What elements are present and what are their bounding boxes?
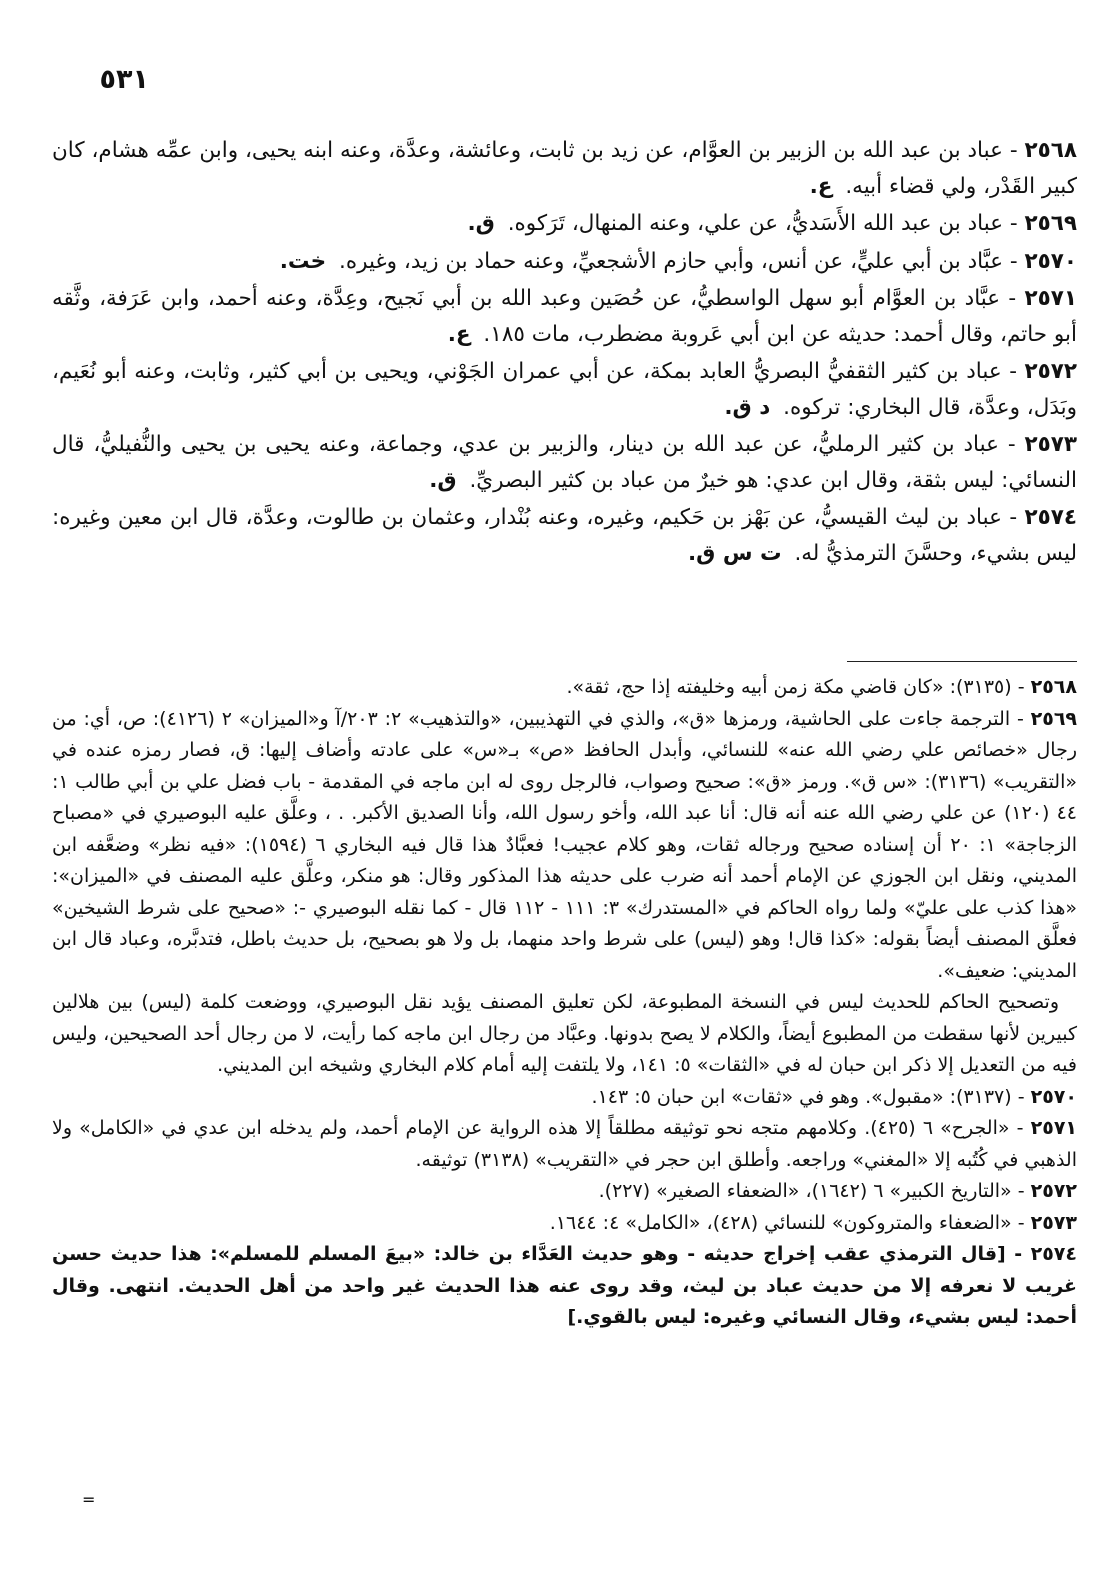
entry-text: عباد بن ليث القيسيُّ، عن بَهْز بن حَكيم، وغيره، وعنه بُنْدار، وعثمان بن طالوت، وعدَّة، قال ابن معين وغيره: ليس بشيء، وحسَّنَ الترمذيُّ له.: [52, 505, 1077, 566]
entry-text: عبَّاد بن أبي عليٍّ، عن أنس، وأبي حازم الأشجعيِّ، وعنه حماد بن زيد، وغيره.: [338, 248, 1004, 274]
footnote-2574: ٢٥٧٤ - [قال الترمذي عقب إخراج حديثه - وهو حديث العَدَّاء بن خالد: «بيعَ المسلم للمسلم»: هذا حديث حسن غريب لا نعرفه إلا من حديث عباد بن ليث، وقد روى عنه هذا الحديث غير واحد من أهل الحديث. انتهى. وقال أحمد: ليس بشيء، وقال النسائي وغيره: ليس بالقوي.]: [52, 1243, 1077, 1328]
entry-number: ٢٥٦٨: [1024, 138, 1077, 163]
entry-text: عباد بن كثير الثقفيُّ البصريُّ العابد بمكة، عن أبي عمران الجَوْني، ويحيى بن أبي كثير، وثابت، وعنه أبو نُعَيم، وبَدَل، وعدَّة، قال البخاري: تركوه.: [52, 359, 1077, 420]
entry-text: عبَّاد بن العوَّام أبو سهل الواسطيُّ، عن حُصَين وعبد الله بن أبي نَجيح، وعِدَّة، وعنه أحمد، وابن عَرَفة، وثَّقه أبو حاتم، وقال أحمد: حديثه عن ابن أبي عَروبة مضطرب، مات ١٨٥.: [52, 286, 1077, 347]
entry-number: ٢٥٧٠: [1024, 248, 1077, 274]
entry-2568: ٢٥٦٨ - عباد بن عبد الله بن الزبير بن العوَّام، عن زيد بن ثابت، وعائشة، وعدَّة، وعنه ابنه يحيى، وابن عمِّه هشام، كان كبير القَدْر، ولي قضاء أبيه. ع.: [52, 138, 1077, 199]
entry-2569: ٢٥٦٩ - عباد بن عبد الله الأَسَديُّ، عن علي، وعنه المنهال، تَرَكوه. ق.: [467, 211, 1077, 236]
entry-number: ٢٥٧٢: [1024, 359, 1077, 384]
footnote-2570: ٢٥٧٠ - (٣١٣٧): «مقبول». وهو في «ثقات» ابن حبان ٥: ١٤٣.: [591, 1085, 1077, 1108]
entry-2570: ٢٥٧٠ - عبَّاد بن أبي عليٍّ، عن أنس، وأبي حازم الأشجعيِّ، وعنه حماد بن زيد، وغيره. خت.: [279, 248, 1077, 274]
footnote-text: «التاريخ الكبير» ٦ (١٦٤٢)، «الضعفاء الصغير» (٢٢٧).: [598, 1180, 1012, 1202]
main-text: [52, 133, 1077, 573]
entry-code: ق.: [467, 211, 495, 236]
footnote-2568: ٢٥٦٨ - (٣١٣٥): «كان قاضي مكة زمن أبيه وخليفته إذا حج، ثقة».: [566, 676, 1077, 698]
footnotes: [52, 672, 1077, 1334]
footnote-text: (٣١٣٥): «كان قاضي مكة زمن أبيه وخليفته إذا حج، ثقة».: [566, 676, 1012, 698]
footnote-2569-continued: [52, 987, 1077, 1082]
entry-text: عباد بن عبد الله الأَسَديُّ، عن علي، وعنه المنهال، تَرَكوه.: [507, 211, 1004, 236]
footnote-2569: ٢٥٦٩ - الترجمة جاءت على الحاشية، ورمزها «ق»، والذي في التهذيبين، «والتذهيب» ٢: ٢٠٣/آ و«الميزان» ٢ (٤١٢٦): ص، أي: من رجال «خصائص علي رضي الله عنه» للنسائي، وأبدل الحافظ «ص» بـ«س» على عادته وأضاف إليها: ق، فصار رمزه عنده في «التقريب» (٣١٣٦): «س ق». ورمز «ق»: صحيح وصواب، فالرجل روى له ابن ماجه في المقدمة - باب فضل علي بن أبي طالب ١: ٤٤ (١٢٠) عن علي رضي الله عنه أنه قال: أنا عبد الله، وأخو رسول الله، وأنا الصديق الأكبر. . ، وعلَّق عليه البوصيري في «مصباح الزجاجة» ١: ٢٠ أن إسناده صحيح ورجاله ثقات، وهو كلام عجيب! فعبَّادٌ هذا قال فيه البخاري ٦ (١٥٩٤): «فيه نظر» وضعَّفه ابن المديني، ونقل ابن الجوزي عن الإمام أحمد أنه ضرب على حديثه هذا المذكور وقال: هو منكر، وعلَّق عليه المصنف في «الميزان»: «هذا كذب على عليّ» ولما رواه الحاكم في «المستدرك» ٣: ١١١ - ١١٢ قال - كما نقله البوصيري -: «صحيح على شرط الشيخين» فعلَّق المصنف أيضاً بقوله: «كذا قال! وهو (ليس) على شرط واحد منهما، بل ولا هو بصحيح، بل حديث باطل، فتدبَّره، وعباد قال ابن المديني: ضعيف».: [52, 707, 1078, 982]
entry-code: ق.: [429, 467, 457, 493]
footnote-number: ٢٥٦٩: [1030, 707, 1078, 730]
entry-text: عباد بن عبد الله بن الزبير بن العوَّام، عن زيد بن ثابت، وعائشة، وعدَّة، وعنه ابنه يحيى، وابن عمِّه هشام، كان كبير القَدْر، ولي قضاء أبيه.: [52, 138, 1077, 199]
footnote-number: ٢٥٦٨: [1030, 676, 1077, 698]
entry-number: ٢٥٧٤: [1024, 505, 1077, 530]
entry-number: ٢٥٦٩: [1024, 211, 1077, 236]
footnote-2571: ٢٥٧١ - «الجرح» ٦ (٤٢٥). وكلامهم متجه نحو توثيقه مطلقاً إلا هذه الرواية عن الإمام أحمد، ولم يدخله ابن عدي في «الكامل» ولا الذهبي في كُتُبه إلا «المغني» وراجعه. وأطلق ابن حجر في «التقريب» (٣١٣٨) توثيقه.: [52, 1117, 1078, 1171]
entry-2572: ٢٥٧٢ - عباد بن كثير الثقفيُّ البصريُّ العابد بمكة، عن أبي عمران الجَوْني، ويحيى بن أبي كثير، وثابت، وعنه أبو نُعَيم، وبَدَل، وعدَّة، قال البخاري: تركوه. د ق.: [52, 359, 1077, 420]
entry-code: ع.: [447, 321, 471, 347]
footnote-separator: [847, 661, 1077, 662]
entry-2571: ٢٥٧١ - عبَّاد بن العوَّام أبو سهل الواسطيُّ، عن حُصَين وعبد الله بن أبي نَجيح، وعِدَّة، وعنه أحمد، وابن عَرَفة، وثَّقه أبو حاتم، وقال أحمد: حديثه عن ابن أبي عَروبة مضطرب، مات ١٨٥. ع.: [52, 286, 1077, 347]
page-number: ٥٣١: [99, 64, 149, 95]
entry-code: خت.: [279, 248, 327, 274]
footnote-2572: ٢٥٧٢ - «التاريخ الكبير» ٦ (١٦٤٢)، «الضعفاء الصغير» (٢٢٧).: [598, 1180, 1077, 1202]
footnote-text: الترجمة جاءت على الحاشية، ورمزها «ق»، والذي في التهذيبين، «والتذهيب» ٢: ٢٠٣/آ و«الميزان» ٢ (٤١٢٦): ص، أي: من رجال «خصائص علي رضي الله عنه» للنسائي، وأبدل الحافظ «ص» بـ«س» على عادته وأضاف إليها: ق، فصار رمزه عنده في «التقريب» (٣١٣٦): «س ق». ورمز «ق»: صحيح وصواب، فالرجل روى له ابن ماجه في المقدمة - باب فضل علي بن أبي طالب ١: ٤٤ (١٢٠) عن علي رضي الله عنه أنه قال: أنا عبد الله، وأخو رسول الله، وأنا الصديق الأكبر. . ، وعلَّق عليه البوصيري في «مصباح الزجاجة» ١: ٢٠ أن إسناده صحيح ورجاله ثقات، وهو كلام عجيب! فعبَّادٌ هذا قال فيه البخاري ٦ (١٥٩٤): «فيه نظر» وضعَّفه ابن المديني، ونقل ابن الجوزي عن الإمام أحمد أنه ضرب على حديثه هذا المذكور وقال: هو منكر، وعلَّق عليه المصنف في «الميزان»: «هذا كذب على عليّ» ولما رواه الحاكم في «المستدرك» ٣: ١١١ - ١١٢ قال - كما نقله البوصيري -: «صحيح على شرط الشيخين» فعلَّق المصنف أيضاً بقوله: «كذا قال! وهو (ليس) على شرط واحد منهما، بل ولا هو بصحيح، بل حديث باطل، فتدبَّره، وعباد قال ابن المديني: ضعيف».: [52, 707, 1078, 982]
footnote-text: «الضعفاء والمتروكون» للنسائي (٤٢٨)، «الكامل» ٤: ١٦٤٤.: [549, 1211, 1012, 1234]
entry-code: ت س ق.: [687, 540, 782, 566]
footnote-number: ٢٥٧٤: [1030, 1243, 1077, 1265]
footnote-text: [قال الترمذي عقب إخراج حديثه - وهو حديث العَدَّاء بن خالد: «بيعَ المسلم للمسلم»: هذا حديث حسن غريب لا نعرفه إلا من حديث عباد بن ليث، وقد روى عنه هذا الحديث غير واحد من أهل الحديث. انتهى. وقال أحمد: ليس بشيء، وقال النسائي وغيره: ليس بالقوي.]: [52, 1243, 1077, 1328]
footnote-number: ٢٥٧٢: [1030, 1180, 1077, 1202]
entry-code: ع.: [809, 173, 833, 199]
entry-number: ٢٥٧٣: [1024, 432, 1077, 457]
footnote-number: ٢٥٧٣: [1030, 1211, 1077, 1234]
entry-code: د ق.: [724, 394, 771, 420]
margin-mark: =: [82, 1490, 96, 1509]
entry-number: ٢٥٧١: [1024, 286, 1077, 311]
footnote-number: ٢٥٧١: [1030, 1117, 1078, 1139]
footnote-2573: ٢٥٧٣ - «الضعفاء والمتروكون» للنسائي (٤٢٨)، «الكامل» ٤: ١٦٤٤.: [549, 1211, 1077, 1234]
footnote-text: «الجرح» ٦ (٤٢٥). وكلامهم متجه نحو توثيقه مطلقاً إلا هذه الرواية عن الإمام أحمد، ولم يدخله ابن عدي في «الكامل» ولا الذهبي في كُتُبه إلا «المغني» وراجعه. وأطلق ابن حجر في «التقريب» (٣١٣٨) توثيقه.: [52, 1117, 1077, 1171]
entry-2574: ٢٥٧٤ - عباد بن ليث القيسيُّ، عن بَهْز بن حَكيم، وغيره، وعنه بُنْدار، وعثمان بن طالوت، وعدَّة، قال ابن معين وغيره: ليس بشيء، وحسَّنَ الترمذيُّ له. ت س ق.: [52, 505, 1077, 566]
footnote-text: (٣١٣٧): «مقبول». وهو في «ثقات» ابن حبان ٥: ١٤٣.: [591, 1085, 1012, 1108]
footnote-number: ٢٥٧٠: [1030, 1085, 1077, 1108]
entry-text: عباد بن كثير الرمليُّ، عن عبد الله بن دينار، والزبير بن عدي، وجماعة، وعنه يحيى بن يحيى والنُّفيليُّ، قال النسائي: ليس بثقة، وقال ابن عدي: هو خيرٌ من عباد بن كثير البصريِّ.: [52, 432, 1077, 493]
entry-2573: ٢٥٧٣ - عباد بن كثير الرمليُّ، عن عبد الله بن دينار، والزبير بن عدي، وجماعة، وعنه يحيى بن يحيى والنُّفيليُّ، قال النسائي: ليس بثقة، وقال ابن عدي: هو خيرٌ من عباد بن كثير البصريِّ. ق.: [52, 432, 1077, 493]
footnote-text: وتصحيح الحاكم للحديث ليس في النسخة المطبوعة، لكن تعليق المصنف يؤيد نقل البوصيري، ووضعت كلمة (ليس) بين هلالين كبيرين لأنها سقطت من المطبوع أيضاً، والكلام لا يصح بدونها. وعبَّاد من رجال ابن ماجه كما رأيت، لا من رجال أحد الصحيحين، وليس فيه من التعديل إلا ذكر ابن حبان له في «الثقات» ٥: ١٤١، ولا يلتفت إليه أمام كلام البخاري وشيخه ابن المديني.: [52, 991, 1077, 1076]
